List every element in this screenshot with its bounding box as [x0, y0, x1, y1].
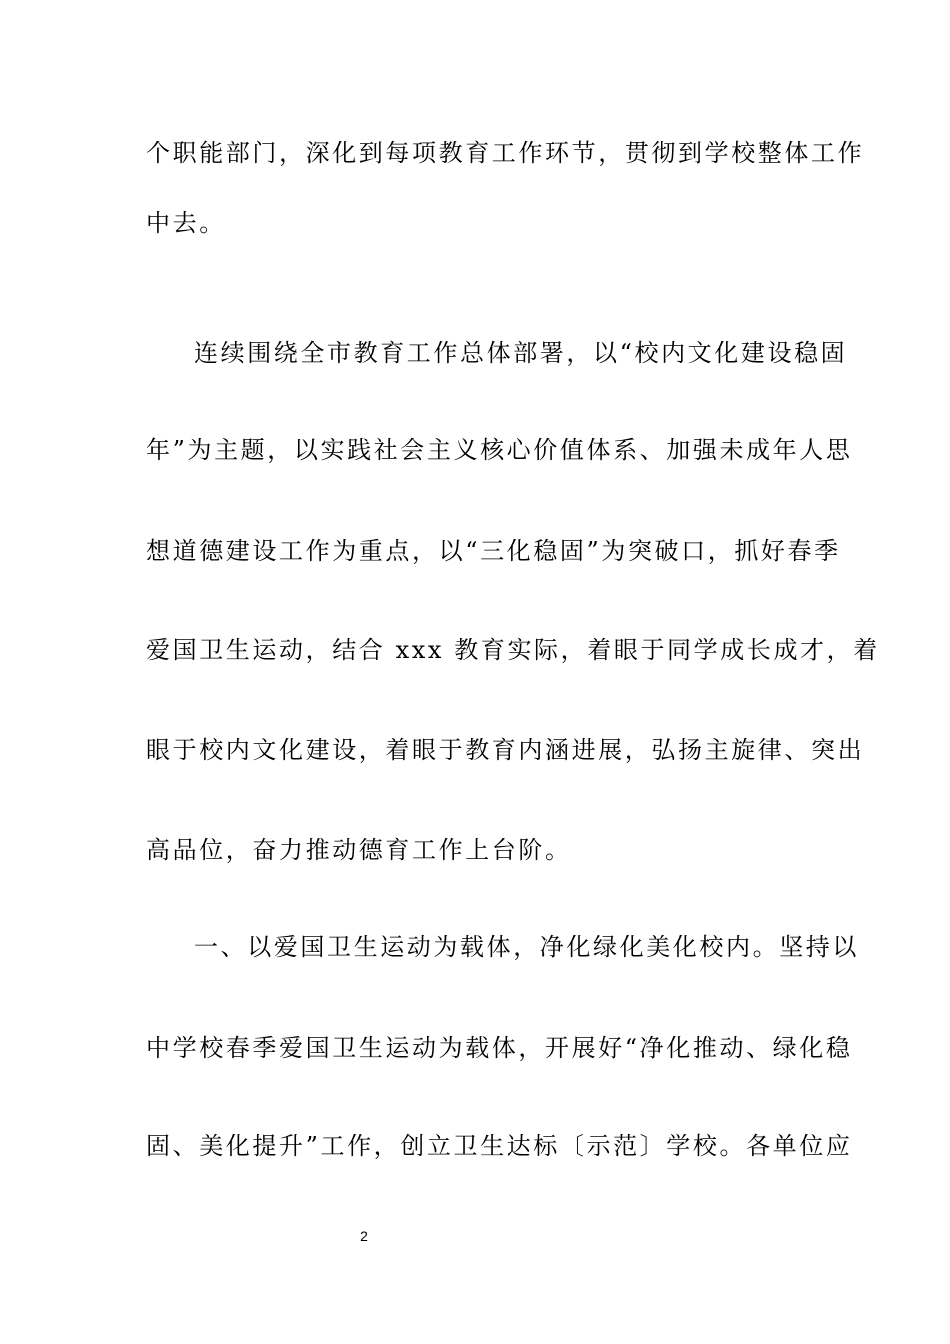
text-line: 个职能部门，深化到每项教育工作环节，贯彻到学校整体工作 [146, 139, 865, 167]
text-line: 高品位，奋力推动德育工作上台阶。 [146, 836, 572, 864]
text-line: 想道德建设工作为重点，以“三化稳固”为突破口，抓好春季 [146, 537, 841, 565]
text-line: 中学校春季爱国卫生运动为载体，开展好“净化推动、绿化稳 [146, 1034, 853, 1062]
text-line: 爱国卫生运动，结合 xxx 教育实际，着眼于同学成长成才，着 [146, 636, 880, 664]
text-line: 中去。 [146, 209, 226, 237]
text-line: 年”为主题，以实践社会主义核心价值体系、加强未成年人思 [146, 436, 853, 464]
paragraph-start-line: 连续围绕全市教育工作总体部署，以“校内文化建设稳固 [194, 339, 848, 367]
text-line: 眼于校内文化建设，着眼于教育内涵进展，弘扬主旋律、突出 [146, 736, 865, 764]
page-number: 2 [360, 1228, 368, 1244]
paragraph-start-line: 一、以爱国卫生运动为载体，净化绿化美化校内。坚持以 [194, 933, 859, 961]
text-line: 固、美化提升”工作，创立卫生达标〔示范〕学校。各单位应 [146, 1132, 853, 1160]
